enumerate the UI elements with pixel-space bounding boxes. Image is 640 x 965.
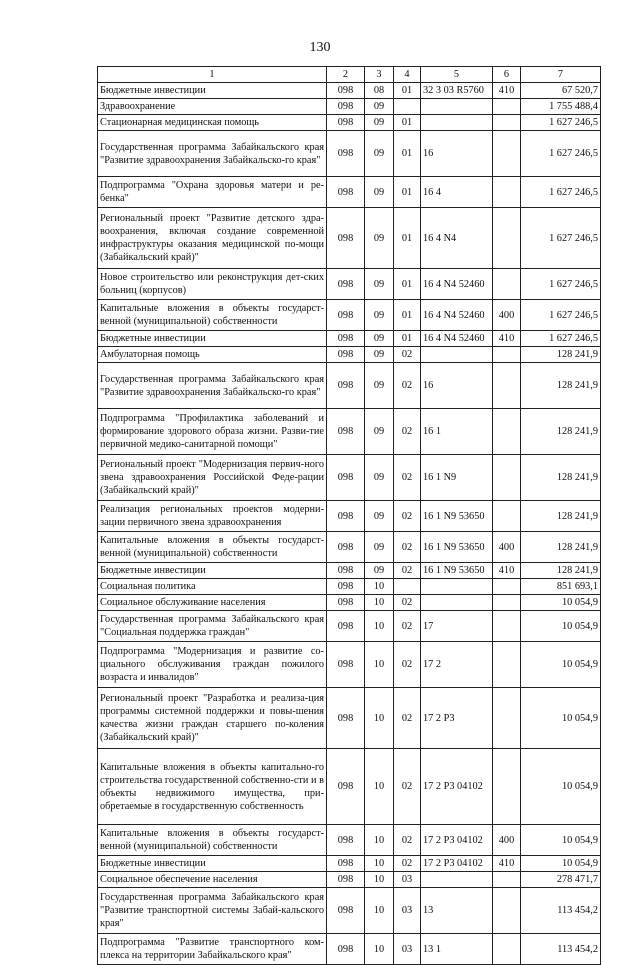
cell-rz: 10 — [365, 579, 394, 595]
cell-sum: 1 627 246,5 — [521, 208, 601, 269]
cell-csr: 16 4 N4 52460 — [421, 331, 493, 347]
table-row — [98, 208, 601, 269]
cell-name: Подпрограмма "Профилактика заболеваний и формирование здорового образа жизни. Разви-тие первичной медико-санитарной помощи" — [98, 409, 327, 455]
cell-vr — [493, 595, 521, 611]
table-row — [98, 934, 601, 965]
cell-name: Региональный проект "Разработка и реализа-ция программы системной поддержки и повы-шения качества жизни граждан старшего по-коления (Забайкальский край)" — [98, 688, 327, 749]
cell-sum: 10 054,9 — [521, 749, 601, 825]
cell-csr — [421, 872, 493, 888]
cell-ved: 098 — [327, 331, 365, 347]
cell-sum: 128 241,9 — [521, 501, 601, 532]
table-row — [98, 269, 601, 300]
cell-ved: 098 — [327, 642, 365, 688]
cell-vr — [493, 934, 521, 965]
cell-csr: 13 1 — [421, 934, 493, 965]
cell-vr — [493, 501, 521, 532]
cell-rz: 09 — [365, 563, 394, 579]
cell-pr: 02 — [394, 409, 421, 455]
cell-sum: 10 054,9 — [521, 856, 601, 872]
cell-ved: 098 — [327, 208, 365, 269]
cell-csr — [421, 115, 493, 131]
cell-rz: 10 — [365, 825, 394, 856]
cell-rz: 09 — [365, 115, 394, 131]
cell-sum: 1 627 246,5 — [521, 115, 601, 131]
cell-pr: 02 — [394, 347, 421, 363]
cell-rz: 09 — [365, 347, 394, 363]
cell-pr: 01 — [394, 331, 421, 347]
table-row — [98, 595, 601, 611]
cell-vr: 400 — [493, 532, 521, 563]
cell-rz: 10 — [365, 934, 394, 965]
cell-rz: 09 — [365, 300, 394, 331]
cell-sum: 278 471,7 — [521, 872, 601, 888]
cell-sum: 10 054,9 — [521, 611, 601, 642]
cell-name: Стационарная медицинская помощь — [98, 115, 327, 131]
cell-name: Капитальные вложения в объекты капитально-го строительства государственной собственно-сти и в объекты недвижимого имущества, при-обретаемые в государственную собственность — [98, 749, 327, 825]
cell-rz: 09 — [365, 331, 394, 347]
cell-vr: 410 — [493, 331, 521, 347]
cell-csr: 17 2 — [421, 642, 493, 688]
cell-vr: 410 — [493, 856, 521, 872]
cell-pr: 02 — [394, 856, 421, 872]
table-row — [98, 611, 601, 642]
cell-ved: 098 — [327, 455, 365, 501]
cell-vr — [493, 347, 521, 363]
cell-name: Социальная политика — [98, 579, 327, 595]
table-row — [98, 501, 601, 532]
cell-rz: 09 — [365, 177, 394, 208]
cell-ved: 098 — [327, 99, 365, 115]
table-row — [98, 888, 601, 934]
page-number: 130 — [309, 40, 331, 55]
cell-rz: 09 — [365, 532, 394, 563]
cell-vr: 400 — [493, 825, 521, 856]
cell-vr: 410 — [493, 563, 521, 579]
cell-pr: 02 — [394, 363, 421, 409]
table-row — [98, 532, 601, 563]
cell-vr — [493, 269, 521, 300]
cell-ved: 098 — [327, 888, 365, 934]
cell-sum: 128 241,9 — [521, 409, 601, 455]
cell-rz: 09 — [365, 409, 394, 455]
cell-name: Государственная программа Забайкальского края "Развитие транспортной системы Забай-кальского края" — [98, 888, 327, 934]
cell-csr: 16 4 — [421, 177, 493, 208]
cell-rz: 09 — [365, 99, 394, 115]
cell-vr — [493, 888, 521, 934]
cell-pr: 02 — [394, 501, 421, 532]
cell-csr: 16 1 N9 — [421, 455, 493, 501]
cell-vr — [493, 611, 521, 642]
table-row — [98, 409, 601, 455]
cell-pr: 03 — [394, 888, 421, 934]
cell-ved: 098 — [327, 934, 365, 965]
table-header-row — [98, 67, 601, 83]
cell-pr: 01 — [394, 131, 421, 177]
cell-rz: 10 — [365, 872, 394, 888]
cell-vr — [493, 115, 521, 131]
cell-csr: 17 2 P3 — [421, 688, 493, 749]
cell-rz: 09 — [365, 455, 394, 501]
cell-pr: 02 — [394, 642, 421, 688]
cell-sum: 1 627 246,5 — [521, 131, 601, 177]
cell-ved: 098 — [327, 115, 365, 131]
cell-ved: 098 — [327, 269, 365, 300]
cell-vr — [493, 642, 521, 688]
cell-pr: 02 — [394, 611, 421, 642]
table-row — [98, 579, 601, 595]
table-row — [98, 300, 601, 331]
cell-ved: 098 — [327, 688, 365, 749]
cell-pr: 02 — [394, 595, 421, 611]
table-row — [98, 331, 601, 347]
table-row — [98, 872, 601, 888]
cell-pr: 01 — [394, 83, 421, 99]
cell-ved: 098 — [327, 177, 365, 208]
cell-vr — [493, 872, 521, 888]
cell-vr — [493, 749, 521, 825]
cell-name: Подпрограмма "Модернизация и развитие со-циального обслуживания граждан пожилого возраста и инвалидов" — [98, 642, 327, 688]
cell-vr — [493, 409, 521, 455]
cell-sum: 10 054,9 — [521, 825, 601, 856]
cell-ved: 098 — [327, 749, 365, 825]
cell-rz: 09 — [365, 131, 394, 177]
cell-ved: 098 — [327, 363, 365, 409]
cell-csr: 17 2 P3 04102 — [421, 749, 493, 825]
cell-sum: 1 627 246,5 — [521, 300, 601, 331]
cell-rz: 09 — [365, 269, 394, 300]
cell-name: Социальное обслуживание населения — [98, 595, 327, 611]
cell-name: Региональный проект "Модернизация первич-ного звена здравоохранения Российской Феде-рации (Забайкальский край)" — [98, 455, 327, 501]
table-row — [98, 347, 601, 363]
cell-vr — [493, 177, 521, 208]
cell-sum: 1 755 488,4 — [521, 99, 601, 115]
cell-sum: 10 054,9 — [521, 642, 601, 688]
cell-csr — [421, 99, 493, 115]
cell-ved: 098 — [327, 532, 365, 563]
cell-csr: 16 — [421, 363, 493, 409]
cell-vr — [493, 579, 521, 595]
cell-name: Государственная программа Забайкальского края "Развитие здравоохранения Забайкальско-го края" — [98, 131, 327, 177]
cell-name: Бюджетные инвестиции — [98, 563, 327, 579]
cell-ved: 098 — [327, 409, 365, 455]
cell-csr: 13 — [421, 888, 493, 934]
table-row — [98, 363, 601, 409]
cell-pr: 02 — [394, 749, 421, 825]
cell-name: Реализация региональных проектов модерни-зации первичного звена здравоохранения — [98, 501, 327, 532]
cell-sum: 128 241,9 — [521, 563, 601, 579]
cell-pr: 01 — [394, 177, 421, 208]
cell-pr: 02 — [394, 455, 421, 501]
cell-rz: 09 — [365, 501, 394, 532]
cell-csr: 16 1 — [421, 409, 493, 455]
cell-vr — [493, 99, 521, 115]
cell-ved: 098 — [327, 501, 365, 532]
cell-name: Капитальные вложения в объекты государст-венной (муниципальной) собственности — [98, 532, 327, 563]
cell-rz: 10 — [365, 749, 394, 825]
cell-name: Бюджетные инвестиции — [98, 331, 327, 347]
cell-ved: 098 — [327, 563, 365, 579]
table-row — [98, 455, 601, 501]
cell-pr — [394, 99, 421, 115]
table-row — [98, 563, 601, 579]
table-row — [98, 749, 601, 825]
header-cell-rz: 3 — [365, 67, 394, 83]
cell-sum: 128 241,9 — [521, 363, 601, 409]
cell-pr: 02 — [394, 563, 421, 579]
cell-csr: 17 — [421, 611, 493, 642]
cell-csr: 16 1 N9 53650 — [421, 563, 493, 579]
cell-rz: 10 — [365, 595, 394, 611]
table-row — [98, 83, 601, 99]
cell-name: Бюджетные инвестиции — [98, 83, 327, 99]
cell-rz: 09 — [365, 208, 394, 269]
budget-table-body — [98, 67, 601, 965]
cell-ved: 098 — [327, 83, 365, 99]
cell-ved: 098 — [327, 856, 365, 872]
cell-sum: 128 241,9 — [521, 532, 601, 563]
cell-vr — [493, 688, 521, 749]
cell-ved: 098 — [327, 611, 365, 642]
cell-csr: 17 2 P3 04102 — [421, 825, 493, 856]
cell-vr: 410 — [493, 83, 521, 99]
cell-name: Амбулаторная помощь — [98, 347, 327, 363]
cell-vr — [493, 363, 521, 409]
cell-pr: 02 — [394, 532, 421, 563]
cell-name: Государственная программа Забайкальского края "Развитие здравоохранения Забайкальско-го края" — [98, 363, 327, 409]
cell-csr: 16 — [421, 131, 493, 177]
cell-csr: 16 4 N4 52460 — [421, 300, 493, 331]
table-row — [98, 688, 601, 749]
cell-pr: 01 — [394, 300, 421, 331]
cell-pr: 02 — [394, 688, 421, 749]
cell-sum: 113 454,2 — [521, 888, 601, 934]
cell-sum: 851 693,1 — [521, 579, 601, 595]
cell-csr: 16 4 N4 52460 — [421, 269, 493, 300]
table-row — [98, 131, 601, 177]
cell-sum: 10 054,9 — [521, 688, 601, 749]
cell-ved: 098 — [327, 825, 365, 856]
cell-pr — [394, 579, 421, 595]
header-cell-ved: 2 — [327, 67, 365, 83]
cell-vr — [493, 131, 521, 177]
cell-ved: 098 — [327, 872, 365, 888]
cell-csr: 32 3 03 R5760 — [421, 83, 493, 99]
cell-rz: 10 — [365, 856, 394, 872]
cell-rz: 09 — [365, 363, 394, 409]
cell-csr — [421, 347, 493, 363]
cell-pr: 01 — [394, 208, 421, 269]
cell-name: Подпрограмма "Охрана здоровья матери и ре-бенка" — [98, 177, 327, 208]
cell-name: Бюджетные инвестиции — [98, 856, 327, 872]
table-row — [98, 177, 601, 208]
cell-ved: 098 — [327, 579, 365, 595]
cell-rz: 08 — [365, 83, 394, 99]
header-cell-vr: 6 — [493, 67, 521, 83]
cell-vr — [493, 455, 521, 501]
table-row — [98, 825, 601, 856]
cell-rz: 10 — [365, 642, 394, 688]
cell-pr: 01 — [394, 269, 421, 300]
header-cell-name: 1 — [98, 67, 327, 83]
cell-name: Государственная программа Забайкальского края "Социальная поддержка граждан" — [98, 611, 327, 642]
cell-sum: 1 627 246,5 — [521, 177, 601, 208]
cell-csr: 16 1 N9 53650 — [421, 532, 493, 563]
table-row — [98, 856, 601, 872]
header-cell-pr: 4 — [394, 67, 421, 83]
cell-name: Капитальные вложения в объекты государст-венной (муниципальной) собственности — [98, 825, 327, 856]
cell-name: Новое строительство или реконструкция дет-ских больниц (корпусов) — [98, 269, 327, 300]
cell-vr: 400 — [493, 300, 521, 331]
cell-name: Капитальные вложения в объекты государст-венной (муниципальной) собственности — [98, 300, 327, 331]
cell-csr: 16 4 N4 — [421, 208, 493, 269]
cell-csr — [421, 579, 493, 595]
cell-csr — [421, 595, 493, 611]
table-row — [98, 99, 601, 115]
cell-ved: 098 — [327, 300, 365, 331]
cell-name: Подпрограмма "Развитие транспортного ком-плекса на территории Забайкальского края" — [98, 934, 327, 965]
cell-pr: 03 — [394, 934, 421, 965]
header-cell-csr: 5 — [421, 67, 493, 83]
cell-pr: 01 — [394, 115, 421, 131]
cell-csr: 17 2 P3 04102 — [421, 856, 493, 872]
cell-csr: 16 1 N9 53650 — [421, 501, 493, 532]
cell-sum: 10 054,9 — [521, 595, 601, 611]
cell-ved: 098 — [327, 131, 365, 177]
cell-sum: 128 241,9 — [521, 455, 601, 501]
budget-table — [97, 66, 601, 965]
cell-rz: 10 — [365, 888, 394, 934]
cell-sum: 1 627 246,5 — [521, 269, 601, 300]
cell-pr: 03 — [394, 872, 421, 888]
cell-vr — [493, 208, 521, 269]
cell-sum: 128 241,9 — [521, 347, 601, 363]
header-cell-sum: 7 — [521, 67, 601, 83]
cell-sum: 1 627 246,5 — [521, 331, 601, 347]
cell-rz: 10 — [365, 611, 394, 642]
cell-rz: 10 — [365, 688, 394, 749]
cell-ved: 098 — [327, 347, 365, 363]
cell-name: Здравоохранение — [98, 99, 327, 115]
table-row — [98, 642, 601, 688]
cell-pr: 02 — [394, 825, 421, 856]
cell-ved: 098 — [327, 595, 365, 611]
cell-name: Региональный проект "Развитие детского здра-воохранения, включая создание современной инфраструктуры оказания медицинской по-мощи (Забайкальский край)" — [98, 208, 327, 269]
cell-sum: 67 520,7 — [521, 83, 601, 99]
cell-name: Социальное обеспечение населения — [98, 872, 327, 888]
cell-sum: 113 454,2 — [521, 934, 601, 965]
table-row — [98, 115, 601, 131]
